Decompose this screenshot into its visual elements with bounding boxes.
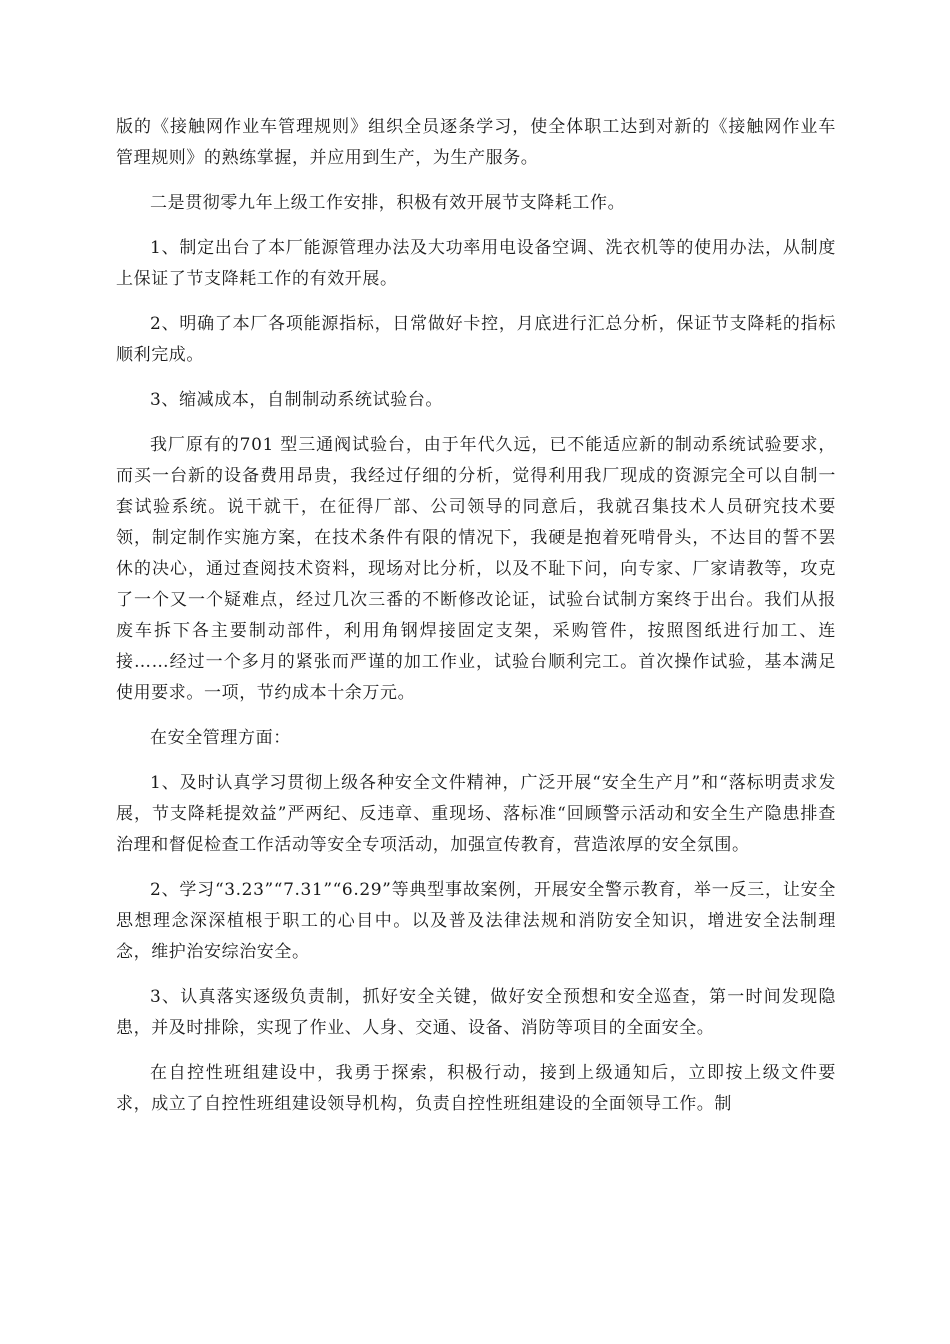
paragraph: 在自控性班组建设中，我勇于探索，积极行动，接到上级通知后，立即按上级文件要求，成立了自控性班组建设领导机构，负责自控性班组建设的全面领导工作。制 <box>116 1063 836 1114</box>
paragraph: 2、学习“3.23”“7.31”“6.29”等典型事故案例，开展安全警示教育，举一反三，让安全思想理念深深植根于职工的心目中。以及普及法律法规和消防安全知识，增进安全法制理念，维护治安综治安全。 <box>116 880 836 962</box>
paragraph: 版的《接触网作业车管理规则》组织全员逐条学习，使全体职工达到对新的《接触网作业车管理规则》的熟练掌握，并应用到生产，为生产服务。 <box>116 117 836 168</box>
paragraph: 2、明确了本厂各项能源指标，日常做好卡控，月底进行汇总分析，保证节支降耗的指标顺利完成。 <box>116 314 836 365</box>
paragraph: 在安全管理方面： <box>150 728 291 748</box>
paragraph: 二是贯彻零九年上级工作安排，积极有效开展节支降耗工作。 <box>150 193 626 213</box>
paragraph: 3、缩减成本，自制制动系统试验台。 <box>150 390 444 410</box>
paragraph: 1、制定出台了本厂能源管理办法及大功率用电设备空调、洗衣机等的使用办法，从制度上保证了节支降耗工作的有效开展。 <box>116 238 836 289</box>
paragraph: 我厂原有的701 型三通阀试验台，由于年代久远，已不能适应新的制动系统试验要求，而买一台新的设备费用昂贵，我经过仔细的分析，觉得利用我厂现成的资源完全可以自制一套试验系统。说干就干，在征得厂部、公司领导的同意后，我就召集技术人员研究技术要领，制定制作实施方案，在技术条件有限的情况下，我硬是抱着死啃骨头，不达目的誓不罢休的决心，通过查阅技术资料，现场对比分析，以及不耻下问，向专家、厂家请教等，攻克了一个又一个疑难点，经过几次三番的不断修改论证，试验台试制方案终于出台。我们从报废车拆下各主要制动部件，利用角钢焊接固定支架，采购管件，按照图纸进行加工、连接……经过一个多月的紧张而严谨的加工作业，试验台顺利完工。首次操作试验，基本满足使用要求。一项，节约成本十余万元。 <box>116 435 836 703</box>
document-body <box>116 112 836 1134</box>
paragraph: 1、及时认真学习贯彻上级各种安全文件精神，广泛开展“安全生产月”和“落标明责求发展，节支降耗提效益”严两纪、反违章、重现场、落标准“回顾警示活动和安全生产隐患排查治理和督促检查工作活动等安全专项活动，加强宣传教育，营造浓厚的安全氛围。 <box>116 773 836 855</box>
paragraph: 3、认真落实逐级负责制，抓好安全关键，做好安全预想和安全巡查，第一时间发现隐患，并及时排除，实现了作业、人身、交通、设备、消防等项目的全面安全。 <box>116 987 836 1038</box>
